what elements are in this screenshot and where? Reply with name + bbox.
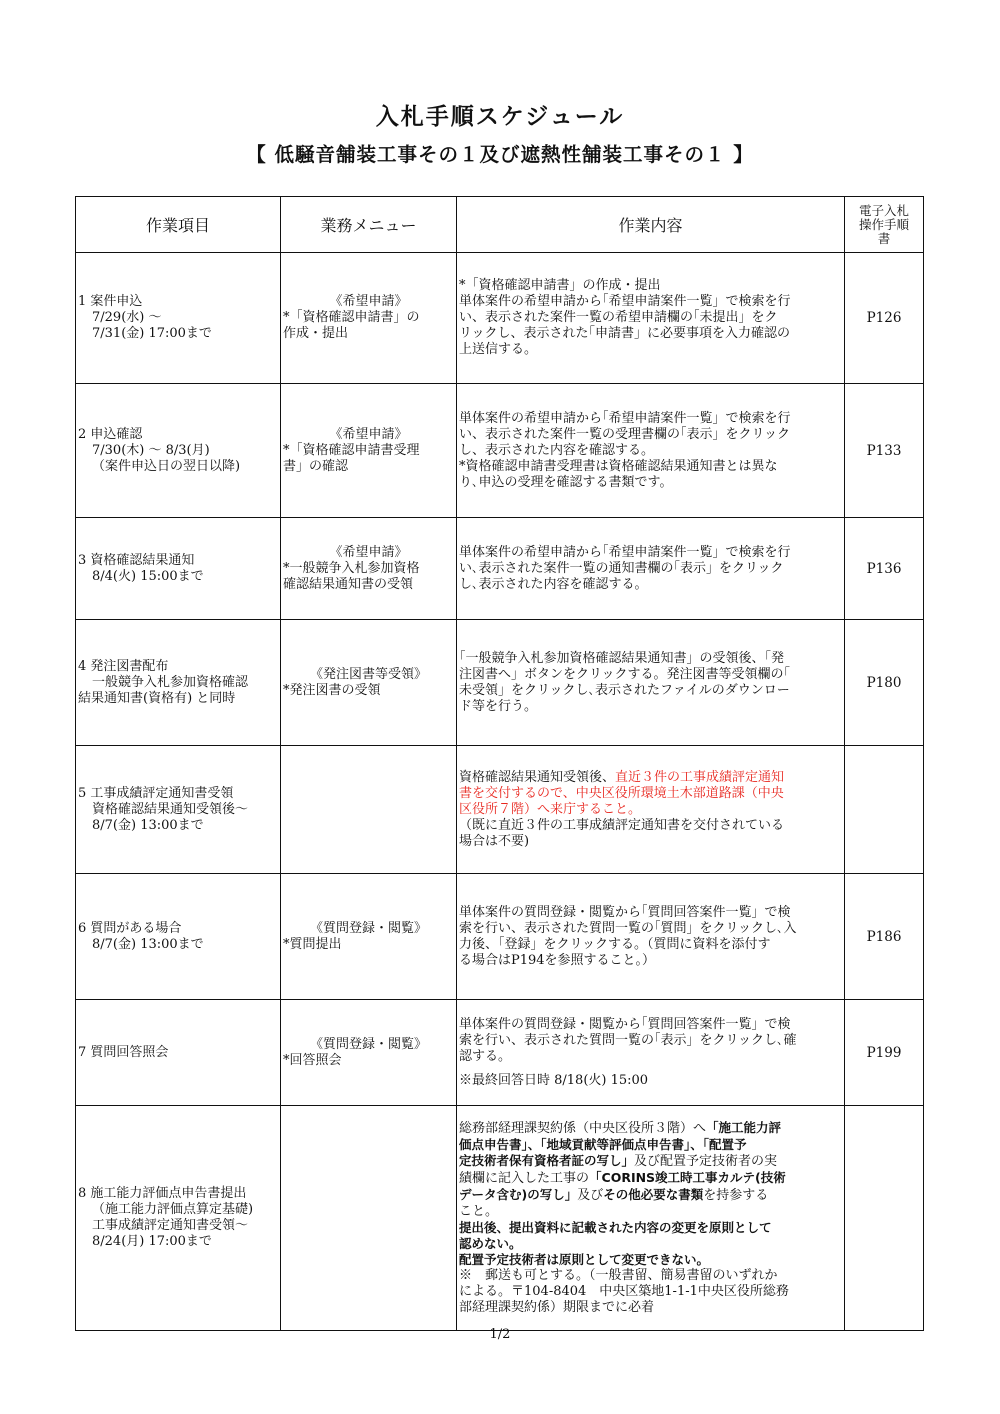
row-menu — [281, 253, 457, 384]
menu-line: *「資格確認申請書」の — [283, 310, 420, 325]
row-menu — [281, 746, 457, 874]
item-line: 6 質問がある場合 — [78, 920, 182, 936]
row-item — [76, 874, 281, 1000]
row-manual-page: P186 — [845, 874, 924, 1000]
table-row — [76, 518, 924, 620]
item-line: （案件申込日の翌日以降) — [92, 458, 241, 474]
content-text: を持参する — [703, 1188, 769, 1203]
content-bold: 配置予定技術者は原則として変更できない。 — [459, 1252, 710, 1267]
content-line: 索を行い、表示された質問一覧の｢表示」をクリックし､確 — [459, 1032, 797, 1048]
content-bold: 提出後、提出資料に記載された内容の変更を原則として — [459, 1220, 772, 1235]
row-item — [76, 1106, 281, 1331]
content-bold: その他必要な書類 — [603, 1187, 704, 1202]
row-item — [76, 746, 281, 874]
table-row — [76, 746, 924, 874]
menu-line: *一般競争入札参加資格 — [283, 560, 420, 576]
menu-line: 《質問登録・閲覧》 — [309, 1036, 427, 1052]
content-line: ド等を行う。 — [459, 698, 538, 714]
content-bold: 認めない。 — [459, 1236, 522, 1251]
item-line: 資格確認結果通知受領後～ — [92, 801, 249, 817]
content-line — [459, 1120, 842, 1137]
item-line: 一般競争入札参加資格確認 — [92, 674, 249, 690]
content-line — [459, 1170, 842, 1187]
content-bold: 価点申告書」、「地域貢献等評価点申告書」、「配置予 — [459, 1137, 747, 1152]
row-content — [457, 746, 845, 874]
menu-line: 《質問登録・閲覧》 — [309, 920, 427, 936]
content-line: 索を行い、表示された質問一覧の｢質問」をクリックし､入 — [459, 920, 797, 936]
menu-line: *「資格確認申請書受理 — [283, 442, 420, 458]
menu-line: 《希望申請》 — [329, 426, 408, 442]
content-highlight: 直近３件の工事成績評定通知 — [615, 769, 785, 785]
content-line: *「資格確認申請書」の作成・提出 — [459, 278, 661, 293]
content-line — [459, 1153, 842, 1170]
row-item — [76, 620, 281, 746]
content-line: （既に直近３件の工事成績評定通知書を交付されている — [459, 817, 785, 833]
row-item — [76, 518, 281, 620]
content-bold: 定技術者保有資格者証の写し」 — [459, 1153, 635, 1168]
content-text: 総務部経理課契約係（中央区役所３階）へ — [459, 1121, 707, 1136]
table-row — [76, 874, 924, 1000]
row-manual-page — [845, 1106, 924, 1331]
menu-line: 確認結果通知書の受領 — [283, 576, 414, 592]
table-row — [76, 1106, 924, 1331]
menu-line: 《希望申請》 — [329, 294, 408, 309]
content-line: 上送信する。 — [459, 342, 538, 357]
content-line: し､表示された内容を確認する。 — [459, 576, 648, 592]
content-line: い、表示された案件一覧の希望申請欄の｢未提出」をク — [459, 310, 778, 325]
row-manual-page: P180 — [845, 620, 924, 746]
item-line: 7/31(金) 17:00まで — [92, 326, 212, 341]
row-manual-page: P199 — [845, 1000, 924, 1106]
table-row — [76, 253, 924, 384]
content-line: 力後、「登録」をクリックする。（質問に資料を添付す — [459, 936, 771, 952]
content-text: 及び — [577, 1188, 604, 1203]
content-line: る場合はP194を参照すること。） — [459, 952, 656, 968]
row-content — [457, 620, 845, 746]
menu-line: *回答照会 — [283, 1052, 342, 1068]
row-item — [76, 253, 281, 384]
content-line: い、表示された案件一覧の受理書欄の｢表示」をクリック — [459, 426, 790, 442]
content-line: による。〒104-8404 中央区築地1-1-1中央区役所総務 — [459, 1284, 789, 1299]
row-item — [76, 384, 281, 518]
item-line: 結果通知書(資格有) と同時 — [78, 690, 236, 706]
item-line: 1 案件申込 — [78, 294, 143, 309]
item-line: 8/24(月) 17:00まで — [92, 1234, 212, 1249]
item-line: 2 申込確認 — [78, 426, 143, 442]
row-content — [457, 874, 845, 1000]
table-row — [76, 384, 924, 518]
item-line: 4 発注図書配布 — [78, 658, 169, 674]
content-line: 単体案件の質問登録・閲覧から｢質問回答案件一覧」で検 — [459, 1016, 791, 1032]
menu-line: *質問提出 — [283, 936, 342, 952]
content-line — [459, 1187, 842, 1204]
header-manual-line: 電子入札 — [858, 202, 909, 218]
content-line: 単体案件の希望申請から｢希望申請案件一覧」で検索を行 — [459, 410, 791, 426]
page-subtitle: 【 低騒音舗装工事その１及び遮熱性舗装工事その１ 】 — [246, 143, 754, 166]
content-note: ※最終回答日時 8/18(火) 15:00 — [459, 1072, 649, 1088]
content-highlight: 区役所７階）へ来庁すること。 — [459, 801, 642, 817]
content-text: 資格確認結果通知受領後、 — [459, 769, 616, 785]
row-content — [457, 384, 845, 518]
menu-line: 作成・提出 — [283, 326, 349, 341]
schedule-table — [75, 196, 924, 1331]
item-line: 7/29(水) ～ — [92, 310, 162, 325]
header-content: 作業内容 — [457, 197, 845, 253]
row-menu — [281, 620, 457, 746]
content-bold: 「施工能力評 — [706, 1120, 782, 1135]
content-line: ※ 郵送も可とする。（一般書留、簡易書留のいずれか — [459, 1268, 778, 1283]
content-line: し、表示された内容を確認する。 — [459, 442, 655, 458]
content-line: り､申込の受理を確認する書類です。 — [459, 474, 673, 490]
content-line: 未受領」をクリックし､表示されたファイルのダウンロー — [459, 682, 790, 698]
item-line: 8/7(金) 13:00まで — [92, 936, 204, 952]
row-menu — [281, 874, 457, 1000]
content-text: 績欄に記入した工事の — [459, 1171, 590, 1186]
content-highlight: 書を交付するので、中央区役所環境土木部道路課（中央 — [459, 785, 784, 801]
content-bold: データ含む)の写し」 — [459, 1187, 578, 1202]
header-manual-line: 書 — [877, 230, 891, 246]
header-manual — [845, 197, 924, 253]
item-line: 8 施工能力評価点申告書提出 — [78, 1186, 247, 1201]
header-item: 作業項目 — [76, 197, 281, 253]
header-menu: 業務メニュー — [281, 197, 457, 253]
row-menu — [281, 384, 457, 518]
item-line: 8/7(金) 13:00まで — [92, 817, 204, 833]
page-number: 1/2 — [489, 1327, 511, 1342]
row-menu — [281, 1000, 457, 1106]
content-spacer — [459, 1065, 842, 1073]
row-manual-page — [845, 746, 924, 874]
item-line: 7/30(木) ～ 8/3(月) — [92, 442, 210, 458]
content-line: 場合は不要) — [459, 833, 530, 849]
content-bold: 「CORINS竣工時工事カルテ(技術 — [589, 1170, 786, 1185]
content-line — [459, 770, 842, 786]
row-manual-page: P126 — [845, 253, 924, 384]
header-row — [76, 197, 924, 253]
content-line: い､表示された案件一覧の通知書欄の｢表示」をクリック — [459, 560, 784, 576]
table-row — [76, 620, 924, 746]
item-line: 3 資格確認結果通知 — [78, 552, 195, 568]
row-content — [457, 1000, 845, 1106]
content-line: 単体案件の希望申請から｢希望申請案件一覧」で検索を行 — [459, 294, 791, 309]
content-line: 単体案件の質問登録・閲覧から｢質問回答案件一覧」で検 — [459, 904, 791, 920]
table-row — [76, 1000, 924, 1106]
item-line: 5 工事成績評定通知書受領 — [78, 785, 234, 801]
row-manual-page: P136 — [845, 518, 924, 620]
item-line: 工事成績評定通知書受領～ — [92, 1218, 249, 1233]
menu-line: 《希望申請》 — [329, 544, 408, 560]
menu-line: *発注図書の受領 — [283, 682, 381, 698]
row-content — [457, 253, 845, 384]
row-menu — [281, 518, 457, 620]
content-line: リックし、表示された｢申請書」に必要事項を入力確認の — [459, 326, 790, 341]
content-line: 注図書へ」ボタンをクリックする。発注図書等受領欄の｢ — [459, 666, 790, 682]
row-menu — [281, 1106, 457, 1331]
content-line: ｢一般競争入札参加資格確認結果通知書」の受領後、｢発 — [459, 650, 785, 666]
item-line: 7 質問回答照会 — [78, 1044, 169, 1060]
header-manual-line: 操作手順 — [858, 216, 909, 232]
row-content — [457, 1106, 845, 1331]
row-manual-page: P133 — [845, 384, 924, 518]
content-line: 部経理課契約係）期限までに必着 — [459, 1300, 655, 1315]
item-line: （施工能力評価点算定基礎) — [92, 1202, 254, 1217]
content-text: 及び配置予定技術者の実 — [634, 1154, 778, 1169]
content-line: *資格確認申請書受理書は資格確認結果通知書とは異な — [459, 458, 778, 474]
page-title: 入札手順スケジュール — [375, 104, 625, 130]
content-line: 認する。 — [459, 1048, 512, 1064]
content-line: 単体案件の希望申請から｢希望申請案件一覧」で検索を行 — [459, 544, 791, 560]
menu-line: 《発注図書等受領》 — [309, 666, 427, 682]
row-content — [457, 518, 845, 620]
row-item — [76, 1000, 281, 1106]
item-line: 8/4(火) 15:00まで — [92, 568, 204, 584]
menu-line: 書」の確認 — [283, 458, 349, 474]
content-line: こと。 — [459, 1204, 499, 1219]
